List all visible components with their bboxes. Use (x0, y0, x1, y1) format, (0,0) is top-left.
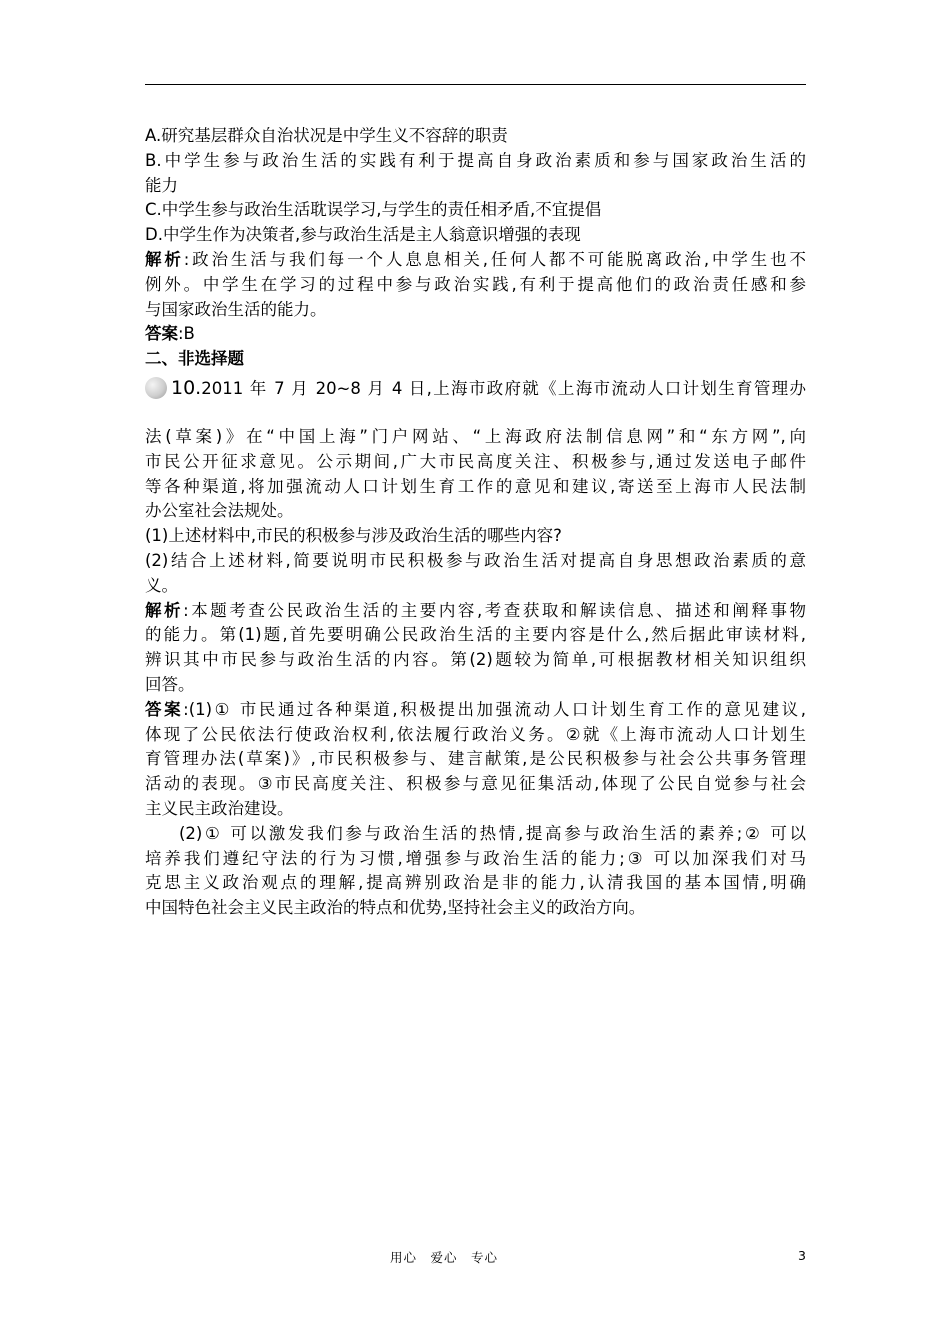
option-d: D.中学生作为决策者,参与政治生活是主人翁意识增强的表现 (145, 225, 581, 245)
question-10-sub1: (1)上述材料中,市民的积极参与涉及政治生活的哪些内容? (145, 526, 562, 546)
answer-2-line1 (145, 698, 806, 723)
answer-2-part2-line2: 培养我们遵纪守法的行为习惯,增强参与政治生活的能力;③ 可以加深我们对马 (145, 848, 806, 868)
section-title: 二、非选择题 (145, 349, 244, 369)
question-number: 10. (171, 376, 202, 399)
answer-2-part2-line4: 中国特色社会主义民主政治的特点和优势,坚持社会主义的政治方向。 (145, 898, 646, 918)
analysis-2-line1 (145, 599, 806, 624)
question-10-line3: 市民公开征求意见。公示期间,广大市民高度关注、积极参与,通过发送电子邮件 (145, 451, 806, 471)
option-b-line2: 能力 (145, 175, 178, 195)
answer-2-text1: :(1)① 市民通过各种渠道,积极提出加强流动人口计划生育工作的意见建议, (183, 699, 807, 719)
answer-2-part2-line1: (2)① 可以激发我们参与政治生活的热情,提高参与政治生活的素养;② 可以 (179, 823, 806, 843)
analysis-1-line1 (145, 248, 806, 273)
question-10-first-line (145, 372, 806, 405)
answer-2-part2-line3: 克思主义政治观点的理解,提高辨别政治是非的能力,认清我国的基本国情,明确 (145, 873, 806, 893)
answer-2-line2: 体现了公民依法行使政治权利,依法履行政治义务。②就《上海市流动人口计划生 (145, 724, 806, 744)
answer-label: 答案 (145, 324, 178, 344)
question-10-line1: 2011 年 7 月 20~8 月 4 日,上海市政府就《上海市流动人口计划生育管理办 (201, 378, 806, 398)
question-10-line4: 等各种渠道,将加强流动人口计划生育工作的意见和建议,寄送至上海市人民法制 (145, 476, 806, 496)
answer-1-value: :B (178, 324, 195, 344)
option-b-line1: B.中学生参与政治生活的实践有利于提高自身政治素质和参与国家政治生活的 (145, 150, 806, 170)
analysis-1-text1: :政治生活与我们每一个人息息相关,任何人都不可能脱离政治,中学生也不 (183, 249, 806, 269)
question-10-sub2-line2: 义。 (145, 575, 178, 595)
question-10-line5: 办公室社会法规处。 (145, 501, 294, 521)
option-a: A.研究基层群众自治状况是中学生义不容辞的职责 (145, 126, 508, 145)
answer-label: 答案 (145, 699, 184, 719)
analysis-label: 解析 (145, 249, 184, 269)
analysis-2-line2: 的能力。第(1)题,首先要明确公民政治生活的主要内容是什么,然后据此审读材料, (145, 625, 806, 645)
analysis-1-line2: 例外。中学生在学习的过程中参与政治实践,有利于提高他们的政治责任感和参 (145, 274, 806, 294)
answer-2-line5: 主义民主政治建设。 (145, 798, 294, 818)
header-rule (145, 84, 806, 85)
option-c: C.中学生参与政治生活耽误学习,与学生的责任相矛盾,不宜提倡 (145, 200, 602, 220)
question-10-sub2-line1: (2)结合上述材料,简要说明市民积极参与政治生活对提高自身思想政治素质的意 (145, 550, 806, 570)
analysis-2-line4: 回答。 (145, 674, 195, 694)
answer-1 (145, 322, 806, 347)
analysis-2-line3: 辨识其中市民参与政治生活的内容。第(2)题较为简单,可根据教材相关知识组织 (145, 650, 806, 670)
analysis-2-text1: :本题考查公民政治生活的主要内容,考查获取和解读信息、描述和阐释事物 (183, 600, 807, 620)
question-10-line2: 法(草案)》在“中国上海”门户网站、“上海政府法制信息网”和“东方网”,向 (145, 426, 806, 446)
analysis-1-line3: 与国家政治生活的能力。 (145, 299, 327, 319)
answer-2-line4: 活动的表现。③市民高度关注、积极参与意见征集活动,体现了公民自觉参与社会 (145, 774, 806, 794)
spacer (145, 405, 806, 425)
footer-motto: 用心 爱心 专心 (390, 1250, 499, 1265)
analysis-label: 解析 (145, 600, 184, 620)
circle-bullet-icon (145, 377, 167, 399)
question-10-text-line1 (171, 372, 806, 405)
page-number: 3 (798, 1248, 806, 1263)
document-body (145, 124, 806, 921)
answer-2-line3: 育管理办法(草案)》,市民积极参与、建言献策,是公民积极参与社会公共事务管理 (145, 749, 806, 769)
